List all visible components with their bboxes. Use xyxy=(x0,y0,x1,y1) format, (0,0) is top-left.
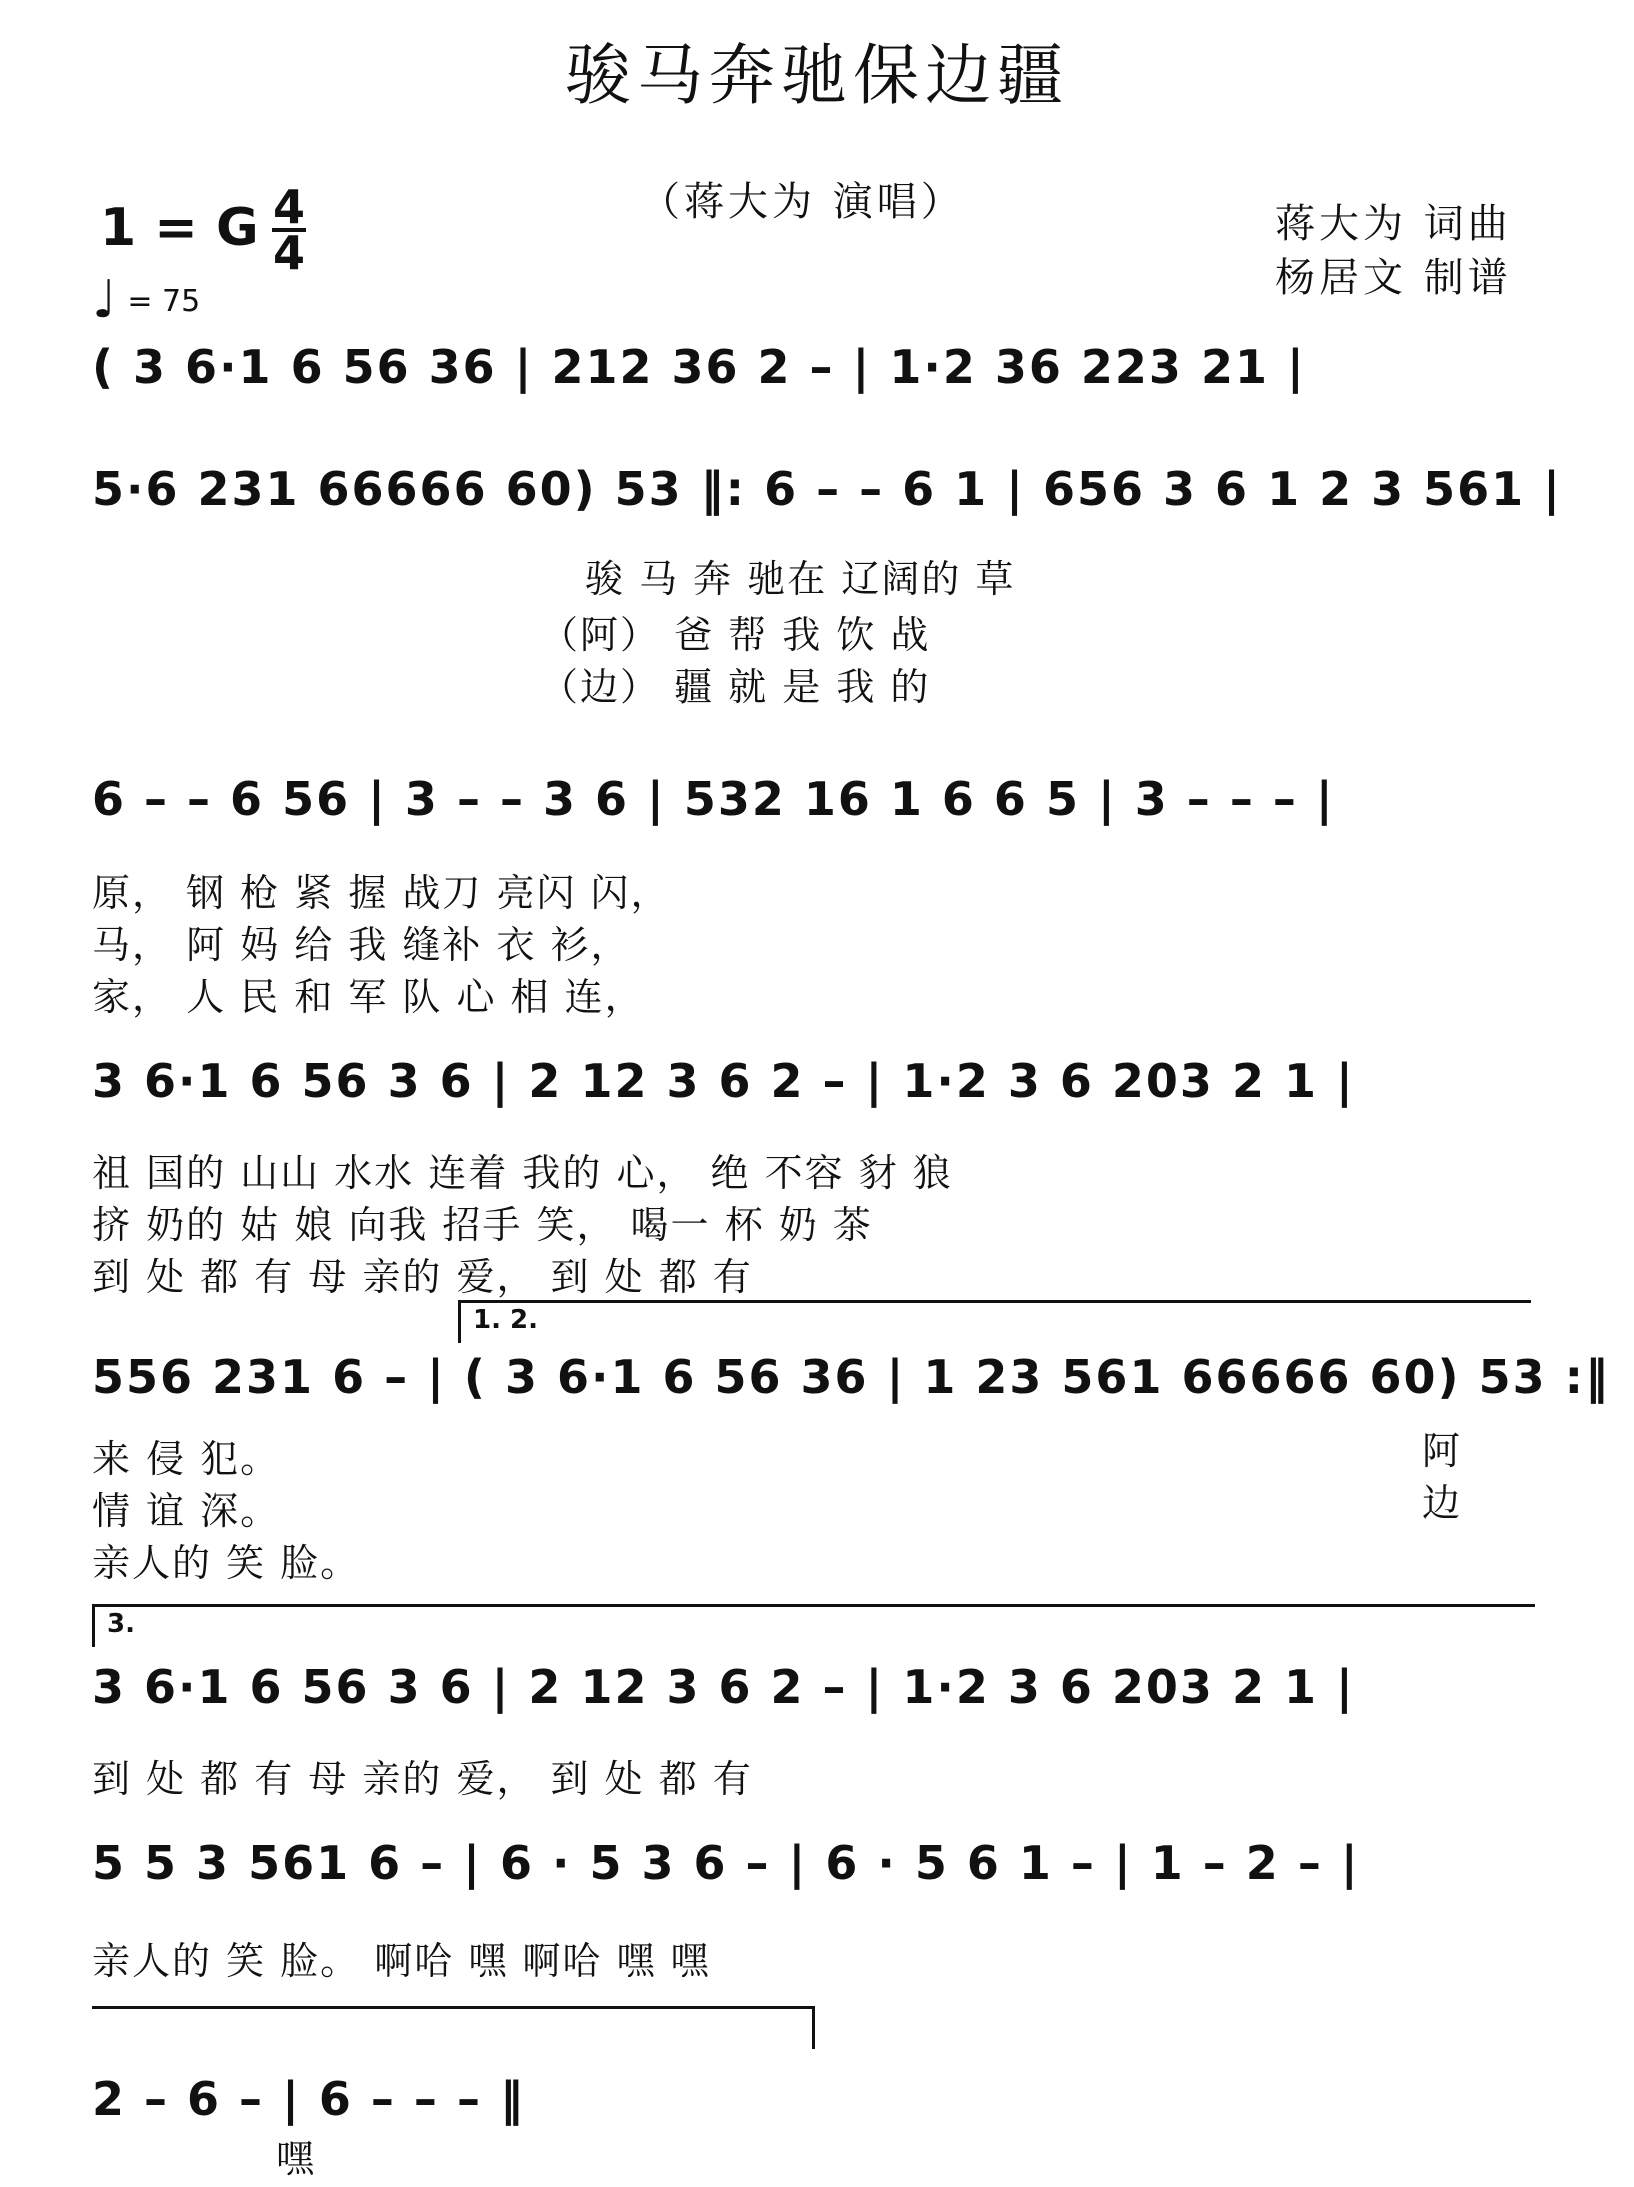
tie-bracket xyxy=(92,2006,815,2049)
lyric-verse-1: 原， 钢 枪 紧 握 战刀 亮闪 闪， xyxy=(92,871,671,915)
lyric-verse-2: （阿） 爸 帮 我 饮 战 xyxy=(540,613,931,657)
lyric-verse-2: 马， 阿 妈 给 我 缝补 衣 衫， xyxy=(92,923,631,967)
lyric-verse-3: 家， 人 民 和 军 队 心 相 连， xyxy=(92,975,645,1019)
staff-row-2 xyxy=(92,462,1562,542)
volta-label: 3. xyxy=(107,1609,135,1639)
volta-bracket-1-2 xyxy=(458,1300,1531,1343)
lyric-pickup-2: 阿 xyxy=(1422,1429,1463,1473)
quarter-note-icon: ♩ xyxy=(92,270,117,330)
staff-row-1 xyxy=(92,340,1542,420)
key-signature: 1 = G xyxy=(100,198,259,258)
jianpu-notes: 3 6·1 6 56 3 6 | 2 12 3 6 2 – | 1·2 3 6 203 2 1 | xyxy=(92,1660,1355,1714)
lyric-line: 亲人的 笑 脸。 啊哈 嘿 啊哈 嘿 嘿 xyxy=(92,1939,711,1983)
jianpu-notes: 3 6·1 6 56 3 6 | 2 12 3 6 2 – | 1·2 3 6 203 2 1 | xyxy=(92,1054,1355,1108)
lyric-line: 到 处 都 有 母 亲的 爱， 到 处 都 有 xyxy=(92,1757,753,1801)
lyric-verse-1: 祖 国的 山山 水水 连着 我的 心， 绝 不容 豺 狼 xyxy=(92,1151,953,1195)
lyric-verse-2: 挤 奶的 姑 娘 向我 招手 笑， 喝一 杯 奶 茶 xyxy=(92,1203,873,1247)
singer-credit: （蒋大为 演唱） xyxy=(640,179,965,225)
lyric-verse-3: （边） 疆 就 是 我 的 xyxy=(540,665,931,709)
jianpu-notes: 6 – – 6 56 | 3 – – 3 6 | 532 16 1 6 6 5 | 3 – – – | xyxy=(92,772,1335,826)
jianpu-notes: 556 231 6 – | ( 3 6·1 6 56 36 | 1 23 561 66666 60) 53 :‖ xyxy=(92,1350,1610,1404)
lyric-line: 嘿 xyxy=(276,2137,317,2181)
transcriber: 杨居文 制谱 xyxy=(1275,255,1512,301)
jianpu-notes: 5 5 3 561 6 – | 6 · 5 3 6 – | 6 · 5 6 1 – | 1 – 2 – | xyxy=(92,1836,1360,1890)
tempo-marking xyxy=(92,270,200,330)
song-title: 骏马奔驰保边疆 xyxy=(565,37,1069,114)
lyricist-composer: 蒋大为 词曲 xyxy=(1275,201,1512,247)
tempo-value: = 75 xyxy=(127,284,201,319)
staff-row-3 xyxy=(92,772,1542,852)
staff-row-7 xyxy=(92,1836,1542,1916)
lyric-verse-2: 情 谊 深。 xyxy=(92,1489,281,1533)
staff-row-5 xyxy=(92,1350,1610,1430)
lyric-pickup-3: 边 xyxy=(1422,1481,1463,1525)
time-sig-bottom: 4 xyxy=(272,226,305,280)
time-signature xyxy=(272,180,306,280)
staff-row-6 xyxy=(92,1660,1542,1740)
jianpu-notes: ( 3 6·1 6 56 36 | 212 36 2 – | 1·2 36 223 21 | xyxy=(92,340,1306,394)
lyric-verse-3: 到 处 都 有 母 亲的 爱， 到 处 都 有 xyxy=(92,1255,753,1299)
time-sig-top: 4 xyxy=(272,180,305,234)
lyric-verse-1: 骏 马 奔 驰在 辽阔的 草 xyxy=(585,557,1016,601)
volta-label: 1. 2. xyxy=(473,1305,538,1335)
lyric-verse-3: 亲人的 笑 脸。 xyxy=(92,1541,361,1585)
staff-row-4 xyxy=(92,1054,1542,1134)
jianpu-notes: 2 – 6 – | 6 – – – ‖ xyxy=(92,2072,525,2126)
lyric-verse-1: 来 侵 犯。 xyxy=(92,1437,281,1481)
volta-bracket-3 xyxy=(92,1604,1535,1647)
jianpu-notes: 5·6 231 66666 60) 53 ‖: 6 – – 6 1 | 656 3 6 1 2 3 561 | xyxy=(92,462,1562,516)
